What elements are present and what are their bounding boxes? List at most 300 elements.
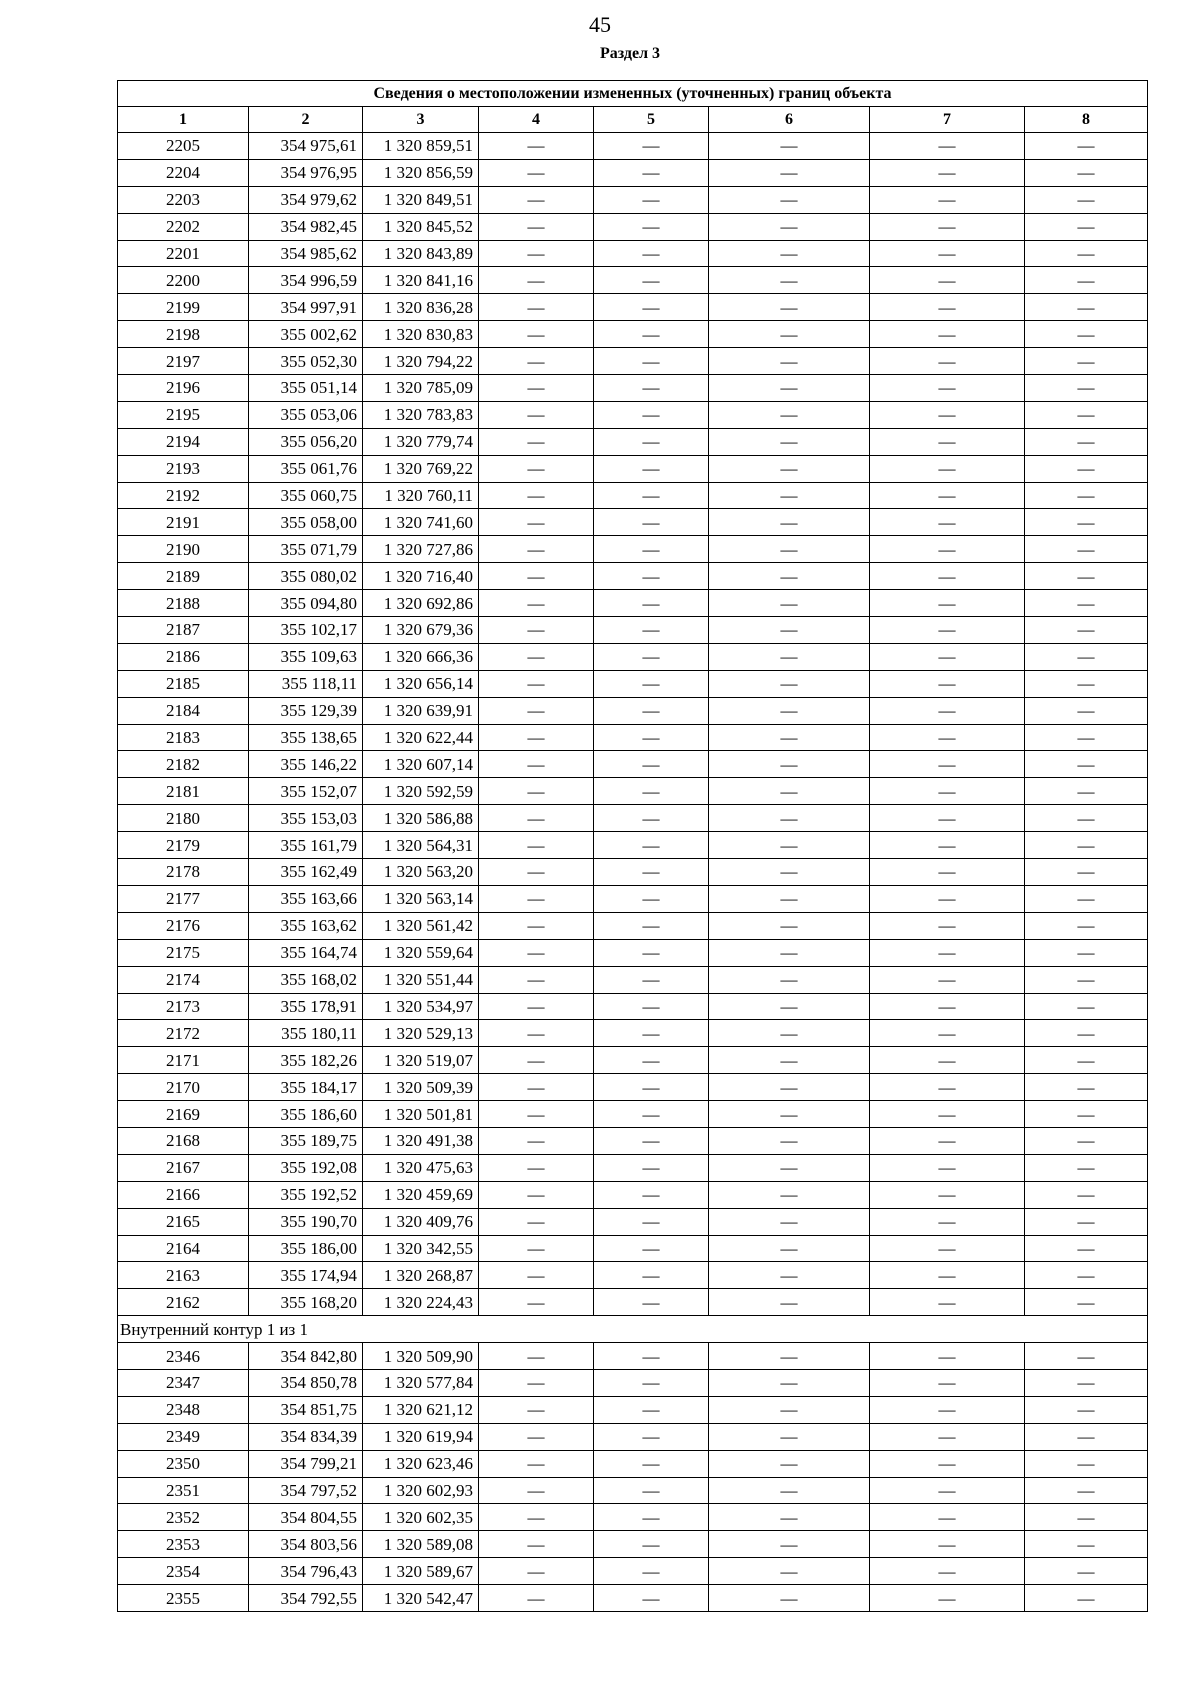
point-number: 2175 <box>118 939 249 966</box>
table-row <box>118 1369 1148 1396</box>
coordinate-y: 1 320 760,11 <box>363 482 479 509</box>
coordinate-x: 355 138,65 <box>249 724 363 751</box>
empty-value-dash: — <box>709 697 870 724</box>
coordinate-x: 354 792,55 <box>249 1585 363 1612</box>
empty-value-dash: — <box>870 993 1025 1020</box>
empty-value-dash: — <box>870 1235 1025 1262</box>
coordinate-y: 1 320 741,60 <box>363 509 479 536</box>
point-number: 2199 <box>118 294 249 321</box>
empty-value-dash: — <box>870 885 1025 912</box>
coordinate-x: 355 192,08 <box>249 1154 363 1181</box>
empty-value-dash: — <box>1025 1074 1148 1101</box>
empty-value-dash: — <box>870 1531 1025 1558</box>
coordinate-y: 1 320 534,97 <box>363 993 479 1020</box>
coordinate-x: 355 180,11 <box>249 1020 363 1047</box>
empty-value-dash: — <box>479 724 594 751</box>
empty-value-dash: — <box>479 348 594 375</box>
point-number: 2204 <box>118 159 249 186</box>
empty-value-dash: — <box>870 1477 1025 1504</box>
coordinate-y: 1 320 501,81 <box>363 1101 479 1128</box>
table-row <box>118 885 1148 912</box>
empty-value-dash: — <box>594 321 709 348</box>
empty-value-dash: — <box>1025 294 1148 321</box>
section-title: Раздел 3 <box>599 45 661 62</box>
empty-value-dash: — <box>479 1450 594 1477</box>
empty-value-dash: — <box>594 1154 709 1181</box>
empty-value-dash: — <box>479 1047 594 1074</box>
coordinate-x: 355 174,94 <box>249 1262 363 1289</box>
table-row <box>118 401 1148 428</box>
point-number: 2203 <box>118 186 249 213</box>
empty-value-dash: — <box>479 1262 594 1289</box>
coordinate-x: 354 996,59 <box>249 267 363 294</box>
empty-value-dash: — <box>870 832 1025 859</box>
point-number: 2348 <box>118 1396 249 1423</box>
coordinate-x: 355 129,39 <box>249 697 363 724</box>
table-row <box>118 643 1148 670</box>
empty-value-dash: — <box>479 267 594 294</box>
empty-value-dash: — <box>709 294 870 321</box>
coordinate-y: 1 320 849,51 <box>363 186 479 213</box>
table-row <box>118 348 1148 375</box>
empty-value-dash: — <box>1025 159 1148 186</box>
empty-value-dash: — <box>594 1047 709 1074</box>
empty-value-dash: — <box>594 509 709 536</box>
point-number: 2197 <box>118 348 249 375</box>
empty-value-dash: — <box>870 1585 1025 1612</box>
empty-value-dash: — <box>709 1101 870 1128</box>
table-row <box>118 482 1148 509</box>
coordinate-y: 1 320 656,14 <box>363 670 479 697</box>
empty-value-dash: — <box>1025 859 1148 886</box>
coordinate-y: 1 320 794,22 <box>363 348 479 375</box>
empty-value-dash: — <box>594 1289 709 1316</box>
table-row <box>118 1558 1148 1585</box>
empty-value-dash: — <box>870 1396 1025 1423</box>
empty-value-dash: — <box>1025 133 1148 160</box>
empty-value-dash: — <box>1025 428 1148 455</box>
table-row <box>118 1047 1148 1074</box>
table-row <box>118 832 1148 859</box>
empty-value-dash: — <box>709 455 870 482</box>
coordinate-y: 1 320 602,93 <box>363 1477 479 1504</box>
empty-value-dash: — <box>479 590 594 617</box>
empty-value-dash: — <box>479 1208 594 1235</box>
empty-value-dash: — <box>709 939 870 966</box>
coordinate-y: 1 320 779,74 <box>363 428 479 455</box>
empty-value-dash: — <box>870 697 1025 724</box>
point-number: 2186 <box>118 643 249 670</box>
point-number: 2193 <box>118 455 249 482</box>
coordinate-y: 1 320 342,55 <box>363 1235 479 1262</box>
coordinate-y: 1 320 623,46 <box>363 1450 479 1477</box>
empty-value-dash: — <box>479 1504 594 1531</box>
table-row <box>118 375 1148 402</box>
point-number: 2162 <box>118 1289 249 1316</box>
empty-value-dash: — <box>870 455 1025 482</box>
table-row <box>118 859 1148 886</box>
empty-value-dash: — <box>594 643 709 670</box>
table-row <box>118 1208 1148 1235</box>
empty-value-dash: — <box>1025 643 1148 670</box>
empty-value-dash: — <box>1025 993 1148 1020</box>
empty-value-dash: — <box>1025 1585 1148 1612</box>
coordinate-y: 1 320 268,87 <box>363 1262 479 1289</box>
empty-value-dash: — <box>709 1235 870 1262</box>
empty-value-dash: — <box>479 1154 594 1181</box>
empty-value-dash: — <box>479 697 594 724</box>
point-number: 2347 <box>118 1369 249 1396</box>
empty-value-dash: — <box>479 563 594 590</box>
point-number: 2174 <box>118 966 249 993</box>
table-row <box>118 993 1148 1020</box>
empty-value-dash: — <box>594 1235 709 1262</box>
coordinate-y: 1 320 619,94 <box>363 1423 479 1450</box>
coordinate-x: 355 153,03 <box>249 805 363 832</box>
empty-value-dash: — <box>594 1127 709 1154</box>
empty-value-dash: — <box>479 428 594 455</box>
empty-value-dash: — <box>709 536 870 563</box>
empty-value-dash: — <box>870 133 1025 160</box>
coordinate-y: 1 320 622,44 <box>363 724 479 751</box>
empty-value-dash: — <box>479 1477 594 1504</box>
empty-value-dash: — <box>709 859 870 886</box>
point-number: 2179 <box>118 832 249 859</box>
empty-value-dash: — <box>479 885 594 912</box>
empty-value-dash: — <box>479 939 594 966</box>
empty-value-dash: — <box>594 912 709 939</box>
empty-value-dash: — <box>594 536 709 563</box>
coordinate-y: 1 320 830,83 <box>363 321 479 348</box>
empty-value-dash: — <box>479 912 594 939</box>
empty-value-dash: — <box>709 1181 870 1208</box>
empty-value-dash: — <box>870 1450 1025 1477</box>
table-row <box>118 1020 1148 1047</box>
empty-value-dash: — <box>870 590 1025 617</box>
coordinate-y: 1 320 542,47 <box>363 1585 479 1612</box>
empty-value-dash: — <box>870 428 1025 455</box>
coordinate-x: 354 804,55 <box>249 1504 363 1531</box>
empty-value-dash: — <box>479 859 594 886</box>
coordinate-x: 355 051,14 <box>249 375 363 402</box>
coordinate-x: 355 071,79 <box>249 536 363 563</box>
coordinate-y: 1 320 592,59 <box>363 778 479 805</box>
empty-value-dash: — <box>870 348 1025 375</box>
column-header: 8 <box>1025 107 1148 133</box>
coordinate-x: 355 190,70 <box>249 1208 363 1235</box>
empty-value-dash: — <box>709 1531 870 1558</box>
coordinate-y: 1 320 589,67 <box>363 1558 479 1585</box>
empty-value-dash: — <box>479 186 594 213</box>
coordinate-x: 354 997,91 <box>249 294 363 321</box>
empty-value-dash: — <box>479 509 594 536</box>
coordinate-x: 354 799,21 <box>249 1450 363 1477</box>
empty-value-dash: — <box>870 213 1025 240</box>
table-row <box>118 670 1148 697</box>
empty-value-dash: — <box>870 1262 1025 1289</box>
coordinate-x: 355 061,76 <box>249 455 363 482</box>
empty-value-dash: — <box>709 186 870 213</box>
empty-value-dash: — <box>479 159 594 186</box>
empty-value-dash: — <box>594 751 709 778</box>
column-header: 3 <box>363 107 479 133</box>
coordinate-x: 354 797,52 <box>249 1477 363 1504</box>
point-number: 2192 <box>118 482 249 509</box>
empty-value-dash: — <box>594 213 709 240</box>
empty-value-dash: — <box>594 805 709 832</box>
page-number: 45 <box>589 12 611 37</box>
empty-value-dash: — <box>709 428 870 455</box>
empty-value-dash: — <box>870 1423 1025 1450</box>
table-row <box>118 159 1148 186</box>
coordinate-x: 354 985,62 <box>249 240 363 267</box>
empty-value-dash: — <box>594 1262 709 1289</box>
coordinate-x: 355 058,00 <box>249 509 363 536</box>
table-row <box>118 912 1148 939</box>
coordinate-y: 1 320 785,09 <box>363 375 479 402</box>
coordinate-x: 355 002,62 <box>249 321 363 348</box>
empty-value-dash: — <box>709 670 870 697</box>
coordinate-x: 355 186,00 <box>249 1235 363 1262</box>
empty-value-dash: — <box>709 240 870 267</box>
empty-value-dash: — <box>594 1585 709 1612</box>
point-number: 2352 <box>118 1504 249 1531</box>
empty-value-dash: — <box>594 401 709 428</box>
empty-value-dash: — <box>1025 1235 1148 1262</box>
empty-value-dash: — <box>479 1127 594 1154</box>
empty-value-dash: — <box>709 1396 870 1423</box>
coordinate-y: 1 320 559,64 <box>363 939 479 966</box>
coordinate-y: 1 320 679,36 <box>363 617 479 644</box>
empty-value-dash: — <box>1025 1369 1148 1396</box>
empty-value-dash: — <box>870 643 1025 670</box>
point-number: 2172 <box>118 1020 249 1047</box>
empty-value-dash: — <box>479 294 594 321</box>
empty-value-dash: — <box>709 1477 870 1504</box>
empty-value-dash: — <box>594 617 709 644</box>
empty-value-dash: — <box>709 321 870 348</box>
empty-value-dash: — <box>870 724 1025 751</box>
coordinate-y: 1 320 459,69 <box>363 1181 479 1208</box>
column-header: 4 <box>479 107 594 133</box>
empty-value-dash: — <box>709 617 870 644</box>
empty-value-dash: — <box>1025 240 1148 267</box>
empty-value-dash: — <box>870 1343 1025 1370</box>
empty-value-dash: — <box>1025 1047 1148 1074</box>
empty-value-dash: — <box>1025 966 1148 993</box>
coordinate-y: 1 320 529,13 <box>363 1020 479 1047</box>
table-row <box>118 294 1148 321</box>
table-row <box>118 1154 1148 1181</box>
empty-value-dash: — <box>594 428 709 455</box>
empty-value-dash: — <box>1025 1423 1148 1450</box>
coordinate-x: 355 164,74 <box>249 939 363 966</box>
coordinate-y: 1 320 586,88 <box>363 805 479 832</box>
empty-value-dash: — <box>709 1423 870 1450</box>
column-header: 5 <box>594 107 709 133</box>
empty-value-dash: — <box>479 1181 594 1208</box>
point-number: 2354 <box>118 1558 249 1585</box>
point-number: 2178 <box>118 859 249 886</box>
point-number: 2189 <box>118 563 249 590</box>
coordinate-y: 1 320 509,39 <box>363 1074 479 1101</box>
point-number: 2187 <box>118 617 249 644</box>
empty-value-dash: — <box>1025 455 1148 482</box>
empty-value-dash: — <box>1025 805 1148 832</box>
empty-value-dash: — <box>709 751 870 778</box>
coordinate-x: 355 060,75 <box>249 482 363 509</box>
table-row <box>118 1450 1148 1477</box>
coordinate-y: 1 320 602,35 <box>363 1504 479 1531</box>
empty-value-dash: — <box>594 1477 709 1504</box>
empty-value-dash: — <box>479 1558 594 1585</box>
table-title-row <box>118 81 1148 107</box>
empty-value-dash: — <box>870 778 1025 805</box>
coordinate-x: 355 184,17 <box>249 1074 363 1101</box>
coordinate-x: 355 192,52 <box>249 1181 363 1208</box>
point-number: 2169 <box>118 1101 249 1128</box>
table-body <box>118 81 1148 1612</box>
empty-value-dash: — <box>1025 186 1148 213</box>
empty-value-dash: — <box>479 1423 594 1450</box>
empty-value-dash: — <box>870 321 1025 348</box>
empty-value-dash: — <box>1025 563 1148 590</box>
coordinate-y: 1 320 563,20 <box>363 859 479 886</box>
table-row <box>118 778 1148 805</box>
empty-value-dash: — <box>1025 1101 1148 1128</box>
table-row <box>118 805 1148 832</box>
table-row <box>118 590 1148 617</box>
point-number: 2164 <box>118 1235 249 1262</box>
coordinate-y: 1 320 607,14 <box>363 751 479 778</box>
coordinate-y: 1 320 621,12 <box>363 1396 479 1423</box>
point-number: 2191 <box>118 509 249 536</box>
point-number: 2167 <box>118 1154 249 1181</box>
empty-value-dash: — <box>1025 1154 1148 1181</box>
empty-value-dash: — <box>870 1181 1025 1208</box>
point-number: 2166 <box>118 1181 249 1208</box>
empty-value-dash: — <box>709 563 870 590</box>
coordinate-y: 1 320 409,76 <box>363 1208 479 1235</box>
empty-value-dash: — <box>1025 1504 1148 1531</box>
empty-value-dash: — <box>709 1343 870 1370</box>
empty-value-dash: — <box>594 1101 709 1128</box>
table-row <box>118 133 1148 160</box>
empty-value-dash: — <box>594 1531 709 1558</box>
empty-value-dash: — <box>709 401 870 428</box>
point-number: 2200 <box>118 267 249 294</box>
empty-value-dash: — <box>709 267 870 294</box>
empty-value-dash: — <box>870 294 1025 321</box>
point-number: 2176 <box>118 912 249 939</box>
empty-value-dash: — <box>479 1585 594 1612</box>
table-row <box>118 213 1148 240</box>
table-row <box>118 1074 1148 1101</box>
table-row <box>118 1343 1148 1370</box>
empty-value-dash: — <box>709 348 870 375</box>
coordinate-y: 1 320 856,59 <box>363 159 479 186</box>
empty-value-dash: — <box>1025 1477 1148 1504</box>
empty-value-dash: — <box>709 509 870 536</box>
empty-value-dash: — <box>1025 751 1148 778</box>
empty-value-dash: — <box>1025 401 1148 428</box>
coordinate-x: 355 118,11 <box>249 670 363 697</box>
empty-value-dash: — <box>870 536 1025 563</box>
empty-value-dash: — <box>479 1020 594 1047</box>
empty-value-dash: — <box>479 778 594 805</box>
empty-value-dash: — <box>870 1074 1025 1101</box>
coordinate-y: 1 320 509,90 <box>363 1343 479 1370</box>
coordinate-x: 355 080,02 <box>249 563 363 590</box>
empty-value-dash: — <box>594 885 709 912</box>
coordinate-x: 354 803,56 <box>249 1531 363 1558</box>
empty-value-dash: — <box>1025 1262 1148 1289</box>
empty-value-dash: — <box>870 1047 1025 1074</box>
coordinate-y: 1 320 561,42 <box>363 912 479 939</box>
empty-value-dash: — <box>709 912 870 939</box>
empty-value-dash: — <box>594 294 709 321</box>
column-header-row <box>118 107 1148 133</box>
coordinate-y: 1 320 551,44 <box>363 966 479 993</box>
empty-value-dash: — <box>594 1504 709 1531</box>
table-row <box>118 455 1148 482</box>
point-number: 2163 <box>118 1262 249 1289</box>
table-row <box>118 617 1148 644</box>
empty-value-dash: — <box>870 159 1025 186</box>
empty-value-dash: — <box>479 1289 594 1316</box>
contour-label: Внутренний контур 1 из 1 <box>118 1316 1148 1343</box>
coordinate-x: 355 052,30 <box>249 348 363 375</box>
empty-value-dash: — <box>870 1101 1025 1128</box>
coordinate-x: 354 982,45 <box>249 213 363 240</box>
point-number: 2353 <box>118 1531 249 1558</box>
coordinate-y: 1 320 769,22 <box>363 455 479 482</box>
coordinate-x: 355 168,20 <box>249 1289 363 1316</box>
empty-value-dash: — <box>1025 348 1148 375</box>
empty-value-dash: — <box>1025 1558 1148 1585</box>
point-number: 2181 <box>118 778 249 805</box>
coordinate-x: 354 834,39 <box>249 1423 363 1450</box>
point-number: 2173 <box>118 993 249 1020</box>
table-row <box>118 1289 1148 1316</box>
coordinate-x: 354 796,43 <box>249 1558 363 1585</box>
coordinate-x: 355 094,80 <box>249 590 363 617</box>
empty-value-dash: — <box>479 321 594 348</box>
empty-value-dash: — <box>594 1423 709 1450</box>
point-number: 2171 <box>118 1047 249 1074</box>
coordinate-y: 1 320 836,28 <box>363 294 479 321</box>
empty-value-dash: — <box>594 563 709 590</box>
column-header: 7 <box>870 107 1025 133</box>
empty-value-dash: — <box>479 832 594 859</box>
empty-value-dash: — <box>594 590 709 617</box>
coordinate-y: 1 320 577,84 <box>363 1369 479 1396</box>
coordinate-x: 354 851,75 <box>249 1396 363 1423</box>
empty-value-dash: — <box>870 1208 1025 1235</box>
table-row <box>118 939 1148 966</box>
point-number: 2168 <box>118 1127 249 1154</box>
empty-value-dash: — <box>709 724 870 751</box>
empty-value-dash: — <box>709 1154 870 1181</box>
empty-value-dash: — <box>594 1450 709 1477</box>
empty-value-dash: — <box>709 133 870 160</box>
point-number: 2170 <box>118 1074 249 1101</box>
empty-value-dash: — <box>479 1074 594 1101</box>
coordinate-x: 355 182,26 <box>249 1047 363 1074</box>
empty-value-dash: — <box>709 159 870 186</box>
point-number: 2180 <box>118 805 249 832</box>
empty-value-dash: — <box>479 751 594 778</box>
